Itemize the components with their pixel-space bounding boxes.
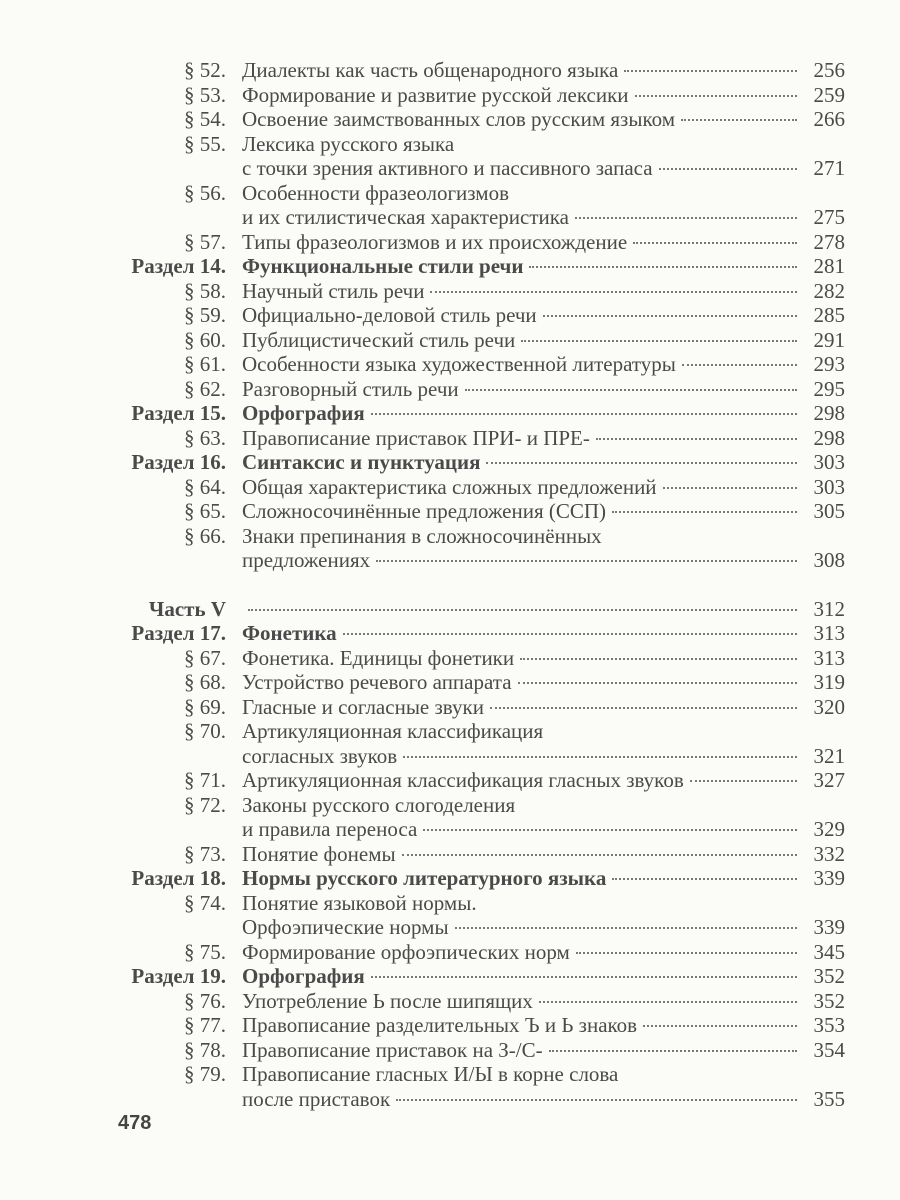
toc-entry-title-last-line	[242, 352, 845, 377]
toc-entry-page-number: 275	[813, 205, 845, 229]
toc-entry-title-last-line	[242, 621, 845, 646]
toc-entry-body	[242, 940, 845, 965]
dot-leader	[423, 829, 797, 831]
toc-entry-title-last-line	[242, 842, 845, 867]
toc-entry-page-number: 354	[813, 1037, 845, 1062]
toc-entry-title-line: Артикуляционная классификация	[242, 719, 544, 743]
toc-entry-page-number: 313	[813, 645, 845, 670]
toc-entry-title-line: Орфография	[242, 964, 365, 988]
dot-leader	[343, 633, 797, 635]
toc-entry-label: § 74.	[184, 890, 226, 915]
dot-leader	[539, 1001, 797, 1003]
toc-entry-label: § 66.	[184, 523, 226, 548]
toc-paragraph-entry	[120, 1013, 845, 1038]
toc-entry-label: Раздел 18.	[131, 866, 226, 890]
toc-paragraph-entry	[120, 499, 845, 524]
toc-entry-label: § 77.	[184, 1013, 226, 1037]
toc-entry-page-number: 339	[813, 866, 845, 890]
toc-section-entry	[120, 254, 845, 279]
toc-entry-page-number: 355	[813, 1086, 845, 1111]
toc-entry-title-last-line	[242, 940, 845, 965]
toc-entry-title-last-line	[242, 254, 845, 279]
toc-paragraph-entry	[120, 768, 845, 793]
toc-entry-title-last-line	[242, 915, 845, 940]
toc-paragraph-entry	[120, 891, 845, 940]
dot-leader	[596, 438, 797, 440]
toc-entry-label: § 60.	[184, 327, 226, 352]
toc-section-entry	[120, 964, 845, 989]
toc-entry-label: Раздел 15.	[131, 401, 226, 425]
dot-leader	[371, 976, 797, 978]
toc-entry-body	[242, 621, 845, 646]
dot-leader	[612, 511, 797, 513]
toc-entry-body	[242, 989, 845, 1014]
toc-entry-label: § 78.	[184, 1037, 226, 1062]
toc-paragraph-entry	[120, 989, 845, 1014]
toc-entry-title-last-line	[242, 964, 845, 989]
toc-entry-title-line: Функциональные стили речи	[242, 254, 524, 278]
toc-entry-body	[242, 842, 845, 867]
toc-entry-page-number: 320	[813, 694, 845, 719]
toc-entry-page-number: 353	[813, 1013, 845, 1037]
toc-paragraph-entry	[120, 83, 845, 108]
toc-entry-body	[242, 768, 845, 793]
toc-paragraph-entry	[120, 328, 845, 353]
toc-entry-title-last-line	[242, 670, 845, 695]
toc-entry-title-last-line	[242, 1087, 845, 1112]
toc-entry-title-line: Формирование и развитие русской лексики	[242, 82, 629, 107]
toc-section-entry	[120, 866, 845, 891]
toc-paragraph-entry	[120, 107, 845, 132]
toc-entry-title-last-line	[242, 230, 845, 255]
toc-entry-title-last-line	[242, 426, 845, 451]
toc-entry-body	[242, 793, 845, 842]
dot-leader	[465, 389, 797, 391]
toc-paragraph-entry	[120, 230, 845, 255]
toc-entry-body	[242, 695, 845, 720]
toc-entry-body	[242, 646, 845, 671]
toc-entry-title-last-line	[242, 597, 845, 622]
table-of-contents	[120, 58, 845, 1111]
toc-entry-title-line: Правописание приставок на З-/С-	[242, 1037, 543, 1062]
toc-paragraph-entry	[120, 646, 845, 671]
toc-section-entry	[120, 450, 845, 475]
dot-leader	[396, 1099, 797, 1101]
toc-entry-title-last-line	[242, 377, 845, 402]
toc-entry-label: § 61.	[184, 352, 226, 376]
dot-leader	[490, 707, 797, 709]
toc-entry-label: § 62.	[184, 376, 226, 401]
toc-entry-label: § 59.	[184, 303, 226, 327]
toc-entry-title-last-line	[242, 475, 845, 500]
dot-leader	[371, 413, 797, 415]
toc-entry-page-number: 256	[813, 58, 845, 82]
toc-entry-body	[242, 58, 845, 83]
dot-leader	[612, 878, 797, 880]
dot-leader	[635, 95, 797, 97]
toc-entry-label: § 75.	[184, 939, 226, 964]
toc-paragraph-entry	[120, 352, 845, 377]
toc-entry-page-number: 327	[813, 768, 845, 792]
toc-paragraph-entry	[120, 793, 845, 842]
toc-entry-title-last-line	[242, 744, 845, 769]
toc-entry-title-line: после приставок	[242, 1086, 391, 1111]
toc-entry-title-last-line	[242, 83, 845, 108]
toc-paragraph-entry	[120, 842, 845, 867]
toc-entry-label: § 71.	[184, 768, 226, 792]
toc-entry-title-last-line	[242, 768, 845, 793]
toc-entry-page-number: 321	[813, 743, 845, 768]
toc-entry-page-number: 312	[813, 596, 845, 621]
toc-entry-title-line: и правила переноса	[242, 817, 418, 841]
toc-entry-label: § 63.	[184, 425, 226, 450]
toc-entry-title-last-line	[242, 989, 845, 1014]
toc-entry-page-number: 295	[813, 376, 845, 401]
toc-paragraph-entry	[120, 279, 845, 304]
toc-entry-label: § 58.	[184, 278, 226, 303]
toc-entry-body	[242, 1062, 845, 1111]
toc-entry-title-last-line	[242, 817, 845, 842]
toc-paragraph-entry	[120, 475, 845, 500]
toc-entry-body	[242, 719, 845, 768]
toc-entry-page-number: 305	[813, 499, 845, 523]
toc-entry-label: § 67.	[184, 645, 226, 670]
toc-entry-title-line: согласных звуков	[242, 743, 398, 768]
toc-entry-title-line: Нормы русского литературного языка	[242, 866, 607, 890]
toc-entry-body	[242, 866, 845, 891]
dot-leader	[543, 315, 797, 317]
toc-entry-page-number: 293	[813, 352, 845, 376]
toc-entry-page-number: 303	[813, 474, 845, 499]
toc-entry-label: § 65.	[184, 499, 226, 523]
toc-entry-label: § 79.	[184, 1062, 226, 1086]
toc-entry-page-number: 308	[813, 548, 845, 572]
toc-entry-page-number: 282	[813, 278, 845, 303]
toc-entry-title-last-line	[242, 646, 845, 671]
toc-entry-title-line: Понятие фонемы	[242, 841, 396, 866]
toc-entry-title-line: Типы фразеологизмов и их происхождение	[242, 229, 628, 254]
toc-entry-title-line: Сложносочинённые предложения (ССП)	[242, 499, 607, 523]
toc-entry-title-line: Употребление Ь после шипящих	[242, 988, 533, 1013]
toc-entry-body	[242, 181, 845, 230]
toc-entry-title-line: предложениях	[242, 548, 371, 572]
dot-leader	[576, 952, 797, 954]
dot-leader	[455, 927, 797, 929]
toc-entry-body	[242, 279, 845, 304]
toc-entry-title-line: Понятие языковой нормы.	[242, 890, 477, 915]
toc-entry-title-line: Орфоэпические нормы	[242, 915, 449, 939]
toc-entry-title-last-line	[242, 401, 845, 426]
toc-entry-title-last-line	[242, 866, 845, 891]
toc-paragraph-entry	[120, 524, 845, 573]
toc-entry-title-last-line	[242, 107, 845, 132]
toc-entry-page-number: 352	[813, 964, 845, 988]
toc-entry-title-line: с точки зрения активного и пассивного запаса	[242, 156, 653, 180]
toc-entry-title-line: Диалекты как часть общенародного языка	[242, 58, 619, 82]
toc-entry-page-number: 332	[813, 841, 845, 866]
toc-entry-body	[242, 303, 845, 328]
toc-entry-label: Часть V	[148, 596, 226, 621]
toc-paragraph-entry	[120, 670, 845, 695]
dot-leader	[248, 609, 797, 611]
dot-leader	[520, 658, 797, 660]
toc-entry-body	[242, 377, 845, 402]
toc-section-entry	[120, 621, 845, 646]
toc-entry-body	[242, 426, 845, 451]
toc-entry-title-last-line	[242, 328, 845, 353]
toc-entry-body	[242, 475, 845, 500]
dot-leader	[521, 340, 797, 342]
toc-entry-title-last-line	[242, 279, 845, 304]
toc-entry-body	[242, 1038, 845, 1063]
toc-entry-title-line: Устройство речевого аппарата	[242, 670, 512, 694]
toc-entry-page-number: 259	[813, 82, 845, 107]
toc-entry-title-line: Знаки препинания в сложносочинённых	[242, 523, 602, 548]
dot-leader	[403, 756, 797, 758]
dot-leader	[659, 168, 797, 170]
toc-entry-page-number: 319	[813, 670, 845, 694]
toc-entry-label: Раздел 17.	[131, 621, 226, 645]
dot-leader	[486, 462, 797, 464]
toc-entry-body	[242, 328, 845, 353]
toc-entry-label: § 56.	[184, 180, 226, 205]
toc-paragraph-entry	[120, 1062, 845, 1111]
toc-entry-body	[242, 132, 845, 181]
toc-entry-body	[242, 401, 845, 426]
toc-entry-title-line: Научный стиль речи	[242, 278, 425, 303]
toc-entry-label: § 69.	[184, 694, 226, 719]
toc-entry-label: § 53.	[184, 82, 226, 107]
dot-leader	[430, 291, 797, 293]
toc-entry-page-number: 303	[813, 450, 845, 474]
toc-paragraph-entry	[120, 426, 845, 451]
toc-entry-body	[242, 891, 845, 940]
toc-entry-body	[242, 230, 845, 255]
dot-leader	[643, 1025, 797, 1027]
toc-entry-label: § 64.	[184, 474, 226, 499]
toc-entry-title-last-line	[242, 1013, 845, 1038]
toc-entry-title-line: Фонетика	[242, 621, 337, 645]
dot-leader	[529, 266, 797, 268]
toc-entry-title-line: Особенности фразеологизмов	[242, 180, 510, 205]
dot-leader	[518, 682, 797, 684]
toc-entry-page-number: 298	[813, 425, 845, 450]
toc-paragraph-entry	[120, 303, 845, 328]
toc-entry-label: § 54.	[184, 107, 226, 131]
dot-leader	[681, 119, 797, 121]
toc-entry-body	[242, 254, 845, 279]
toc-paragraph-entry	[120, 377, 845, 402]
toc-entry-page-number: 339	[813, 915, 845, 939]
toc-entry-label: § 70.	[184, 719, 226, 743]
toc-entry-page-number: 285	[813, 303, 845, 327]
dot-leader	[690, 780, 797, 782]
toc-paragraph-entry	[120, 181, 845, 230]
toc-entry-body	[242, 1013, 845, 1038]
toc-entry-title-line: Законы русского слогоделения	[242, 792, 516, 817]
toc-entry-label: Раздел 19.	[131, 964, 226, 988]
toc-paragraph-entry	[120, 132, 845, 181]
toc-entry-title-last-line	[242, 548, 845, 573]
toc-entry-title-last-line	[242, 303, 845, 328]
dot-leader	[549, 1050, 797, 1052]
toc-entry-page-number: 271	[813, 156, 845, 180]
toc-entry-title-line: Артикуляционная классификация гласных звуков	[242, 768, 684, 792]
dot-leader	[624, 70, 797, 72]
dot-leader	[663, 487, 797, 489]
toc-entry-title-line: и их стилистическая характеристика	[242, 205, 569, 229]
toc-entry-title-line: Гласные и согласные звуки	[242, 694, 484, 719]
toc-entry-label: § 72.	[184, 792, 226, 817]
toc-entry-body	[242, 352, 845, 377]
toc-entry-title-line: Особенности языка художественной литературы	[242, 352, 676, 376]
toc-entry-title-last-line	[242, 156, 845, 181]
toc-entry-title-last-line	[242, 1038, 845, 1063]
toc-entry-title-line: Правописание гласных И/Ы в корне слова	[242, 1062, 619, 1086]
toc-entry-title-line: Публицистический стиль речи	[242, 327, 516, 352]
toc-entry-label: § 55.	[184, 131, 226, 156]
toc-entry-label: § 68.	[184, 670, 226, 694]
toc-entry-page-number: 352	[813, 988, 845, 1013]
toc-entry-title-last-line	[242, 499, 845, 524]
toc-entry-title-last-line	[242, 695, 845, 720]
toc-entry-title-last-line	[242, 58, 845, 83]
toc-entry-body	[242, 83, 845, 108]
toc-entry-page-number: 298	[813, 401, 845, 425]
toc-entry-title-line: Формирование орфоэпических норм	[242, 939, 570, 964]
toc-entry-title-line: Орфография	[242, 401, 365, 425]
toc-entry-title-line: Правописание разделительных Ъ и Ь знаков	[242, 1013, 638, 1037]
toc-entry-page-number: 278	[813, 229, 845, 254]
toc-entry-title-line: Официально-деловой стиль речи	[242, 303, 537, 327]
toc-entry-body	[242, 450, 845, 475]
dot-leader	[402, 854, 797, 856]
toc-entry-title-last-line	[242, 205, 845, 230]
toc-entry-page-number: 266	[813, 107, 845, 131]
toc-entry-body	[242, 499, 845, 524]
toc-entry-title-line: Лексика русского языка	[242, 131, 455, 156]
toc-entry-body	[242, 597, 845, 622]
toc-paragraph-entry	[120, 719, 845, 768]
toc-entry-page-number: 281	[813, 254, 845, 278]
page-number: 478	[118, 1112, 152, 1134]
toc-entry-label: Раздел 16.	[131, 450, 226, 474]
toc-entry-label: § 52.	[184, 58, 226, 82]
dot-leader	[376, 560, 797, 562]
toc-entry-body	[242, 107, 845, 132]
toc-entry-label: Раздел 14.	[131, 254, 226, 278]
toc-entry-title-line: Общая характеристика сложных предложений	[242, 474, 657, 499]
toc-entry-body	[242, 670, 845, 695]
toc-entry-page-number: 291	[813, 327, 845, 352]
toc-entry-title-line: Правописание приставок ПРИ- и ПРЕ-	[242, 425, 590, 450]
toc-entry-label: § 57.	[184, 229, 226, 254]
toc-entry-body	[242, 524, 845, 573]
toc-entry-title-line: Фонетика. Единицы фонетики	[242, 645, 515, 670]
dot-leader	[682, 364, 797, 366]
toc-section-entry	[120, 401, 845, 426]
toc-entry-label: § 73.	[184, 841, 226, 866]
toc-paragraph-entry	[120, 58, 845, 83]
dot-leader	[575, 217, 797, 219]
toc-entry-title-last-line	[242, 450, 845, 475]
toc-entry-title-line: Разговорный стиль речи	[242, 376, 459, 401]
toc-part-entry	[120, 597, 845, 622]
toc-entry-label: § 76.	[184, 988, 226, 1013]
dot-leader	[633, 242, 797, 244]
toc-entry-page-number: 329	[813, 817, 845, 841]
toc-entry-page-number: 345	[813, 939, 845, 964]
toc-entry-title-line: Синтаксис и пунктуация	[242, 450, 481, 474]
toc-entry-body	[242, 964, 845, 989]
toc-paragraph-entry	[120, 695, 845, 720]
toc-entry-title-line: Освоение заимствованных слов русским языком	[242, 107, 675, 131]
toc-entry-page-number: 313	[813, 621, 845, 645]
toc-paragraph-entry	[120, 1038, 845, 1063]
toc-paragraph-entry	[120, 940, 845, 965]
